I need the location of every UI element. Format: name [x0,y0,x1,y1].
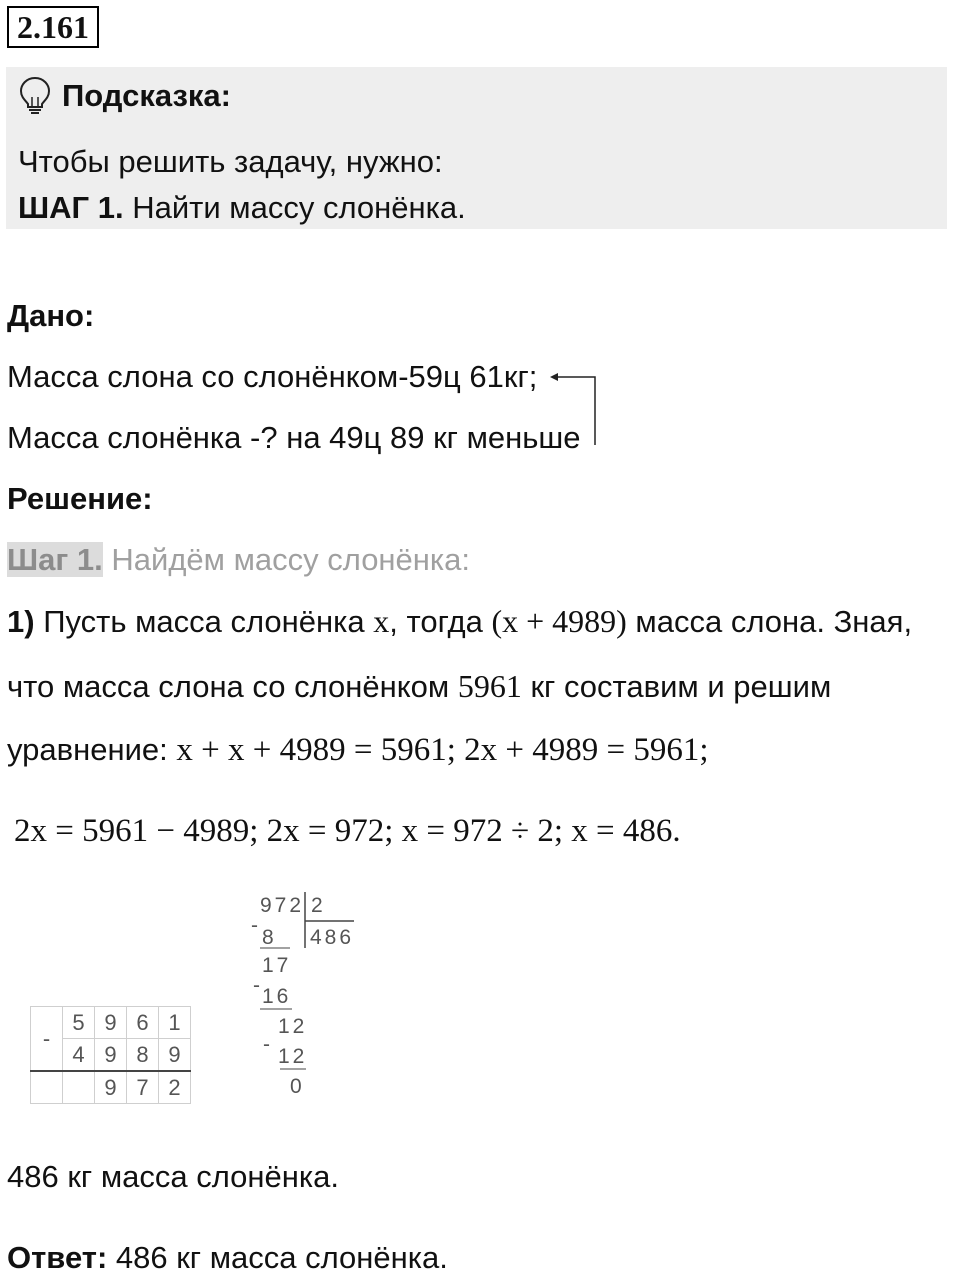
digit: 9 [95,1071,127,1104]
column-subtraction [30,1006,191,1104]
quotient: 486 [310,926,355,949]
digit: 7 [127,1071,159,1104]
digit: 5 [63,1007,95,1039]
minus-sign: - [263,1033,273,1056]
given-line-1: Масса слона со слонёнком-59ц 61кг; [7,359,538,394]
digit: 1 [159,1007,191,1039]
minus-sign: - [253,974,263,997]
digit: 9 [95,1039,127,1072]
hint-step [18,188,466,228]
solution-paragraph-1 [7,601,912,642]
equation-solution: 2x = 5961 − 4989; 2x = 972; x = 972 ÷ 2; x = 486. [14,813,681,849]
math-var: x [373,603,390,639]
hint-line: Чтобы решить задачу, нужно: [18,144,443,179]
long-division [250,888,370,1108]
digit: 4 [63,1039,95,1072]
text: Пусть масса слонёнка [34,604,374,639]
text: что масса слона со слонёнком [7,669,458,704]
digit: 2 [159,1071,191,1104]
solution-paragraph-3 [7,730,709,770]
empty-cell [31,1071,63,1104]
digit: 9 [95,1007,127,1039]
math-expr: (x + 4989) [491,603,627,639]
hint-title: Подсказка: [62,78,231,113]
math-number: 5961 [457,668,522,704]
solution-paragraph-2 [7,666,831,707]
subtrahend-3: 12 [278,1045,308,1068]
step-1-text: Найдём массу слонёнка: [102,542,471,577]
remainder-2: 12 [278,1015,308,1038]
minus-sign: - [251,914,261,937]
given-line-2: Масса слонёнка -? на 49ц 89 кг меньше [7,420,581,455]
text: масса слона. Зная, [626,604,913,639]
subtrahend-1: 8 [262,926,277,949]
result-line: 486 кг масса слонёнка. [7,1159,339,1194]
answer-label: Ответ: [7,1240,108,1275]
divisor: 2 [311,894,326,917]
text: , тогда [389,604,492,639]
remainder-3: 0 [290,1075,305,1098]
minus-sign: - [31,1007,63,1072]
digit: 9 [159,1039,191,1072]
given-label: Дано: [7,298,95,333]
answer-line [7,1238,448,1278]
step-1-heading [7,540,470,580]
solution-label: Решение: [7,481,153,516]
subtrahend-2: 16 [262,985,292,1008]
lightbulb-icon [18,76,52,116]
equation: x + x + 4989 = 5961; 2x + 4989 = 5961; [176,732,709,768]
problem-number: 2.161 [7,6,99,48]
item-number: 1) [7,604,35,639]
digit: 8 [127,1039,159,1072]
text: уравнение: [7,732,177,767]
dividend: 972 [260,894,305,917]
remainder-1: 17 [262,954,292,977]
answer-text: 486 кг масса слонёнка. [107,1240,448,1275]
text: кг составим и решим [521,669,832,704]
hint-step-text: Найти массу слонёнка. [123,190,466,225]
digit [63,1071,95,1104]
step-1-label: Шаг 1. [7,542,103,577]
digit: 6 [127,1007,159,1039]
relation-arrow [548,368,604,453]
hint-step-label: ШАГ 1. [18,190,124,225]
